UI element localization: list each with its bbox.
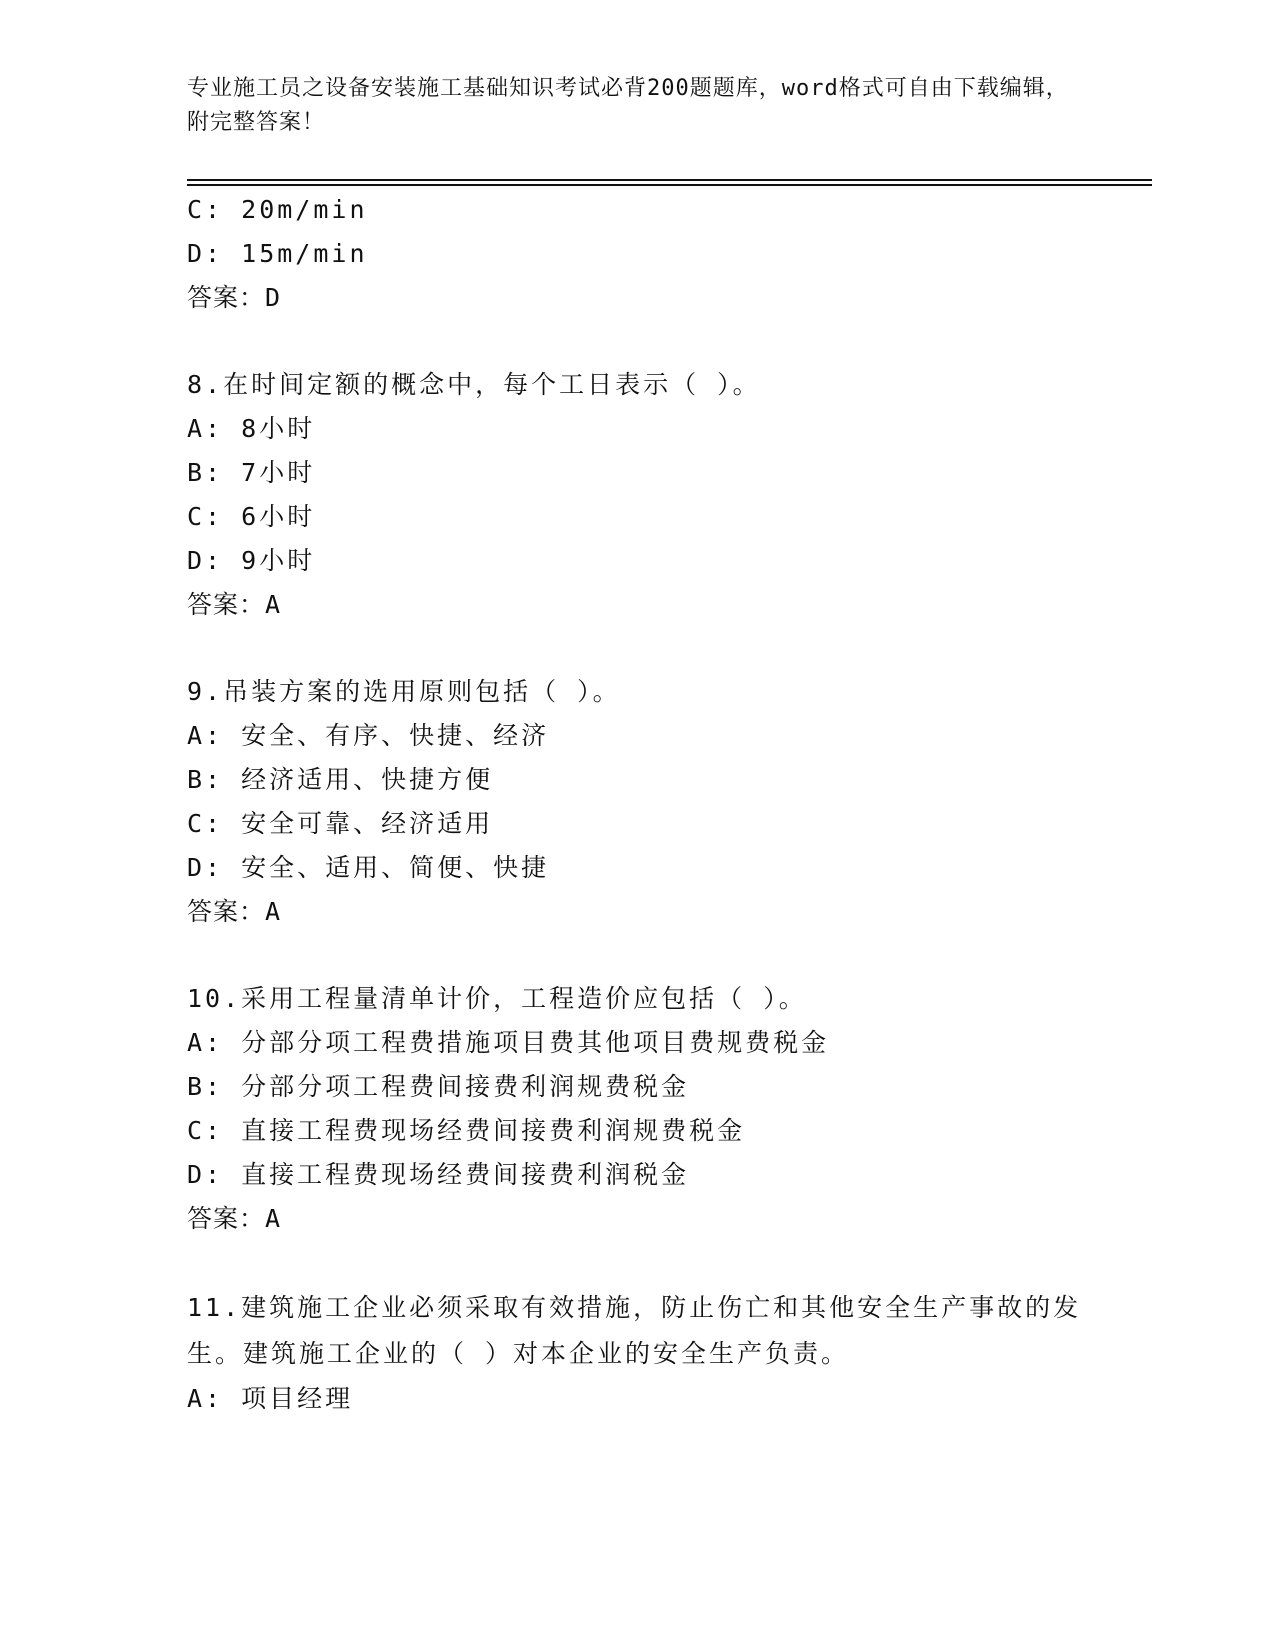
q9-option-a: A: 安全、有序、快捷、经济	[187, 721, 550, 750]
document-header: 专业施工员之设备安装施工基础知识考试必背200题题库，word格式可自由下载编辑，附完整答案！	[187, 76, 1069, 135]
q8-answer: 答案：A	[187, 590, 282, 619]
q7-option-c: C: 20m/min	[187, 195, 368, 224]
q10-answer: 答案：A	[187, 1204, 282, 1233]
q8-option-a: A: 8小时	[187, 414, 316, 443]
header-divider-bottom	[187, 184, 1152, 186]
q10-option-b: B: 分部分项工程费间接费利润规费税金	[187, 1072, 690, 1101]
q10-option-d: D: 直接工程费现场经费间接费利润税金	[187, 1160, 690, 1189]
q10-option-a: A: 分部分项工程费措施项目费其他项目费规费税金	[187, 1028, 830, 1057]
q10-option-c: C: 直接工程费现场经费间接费利润规费税金	[187, 1116, 746, 1145]
q8-option-b: B: 7小时	[187, 458, 316, 487]
q9-answer: 答案：A	[187, 897, 282, 926]
q7-answer: 答案：D	[187, 283, 282, 312]
q9-option-c: C: 安全可靠、经济适用	[187, 809, 494, 838]
q11-option-a: A: 项目经理	[187, 1384, 354, 1413]
q8-option-d: D: 9小时	[187, 546, 316, 575]
q10-stem: 10.采用工程量清单计价，工程造价应包括（ ）。	[187, 984, 807, 1013]
q9-option-d: D: 安全、适用、简便、快捷	[187, 853, 550, 882]
header-divider-top	[187, 179, 1152, 181]
q11-stem: 11.建筑施工企业必须采取有效措施，防止伤亡和其他安全生产事故的发生。建筑施工企业的（ ）对本企业的安全生产负责。	[187, 1293, 1082, 1368]
q7-option-d: D: 15m/min	[187, 239, 368, 268]
q9-stem: 9.吊装方案的选用原则包括（ ）。	[187, 677, 621, 706]
q8-option-c: C: 6小时	[187, 502, 316, 531]
q9-option-b: B: 经济适用、快捷方便	[187, 765, 494, 794]
q8-stem: 8.在时间定额的概念中，每个工日表示（ ）。	[187, 370, 761, 399]
